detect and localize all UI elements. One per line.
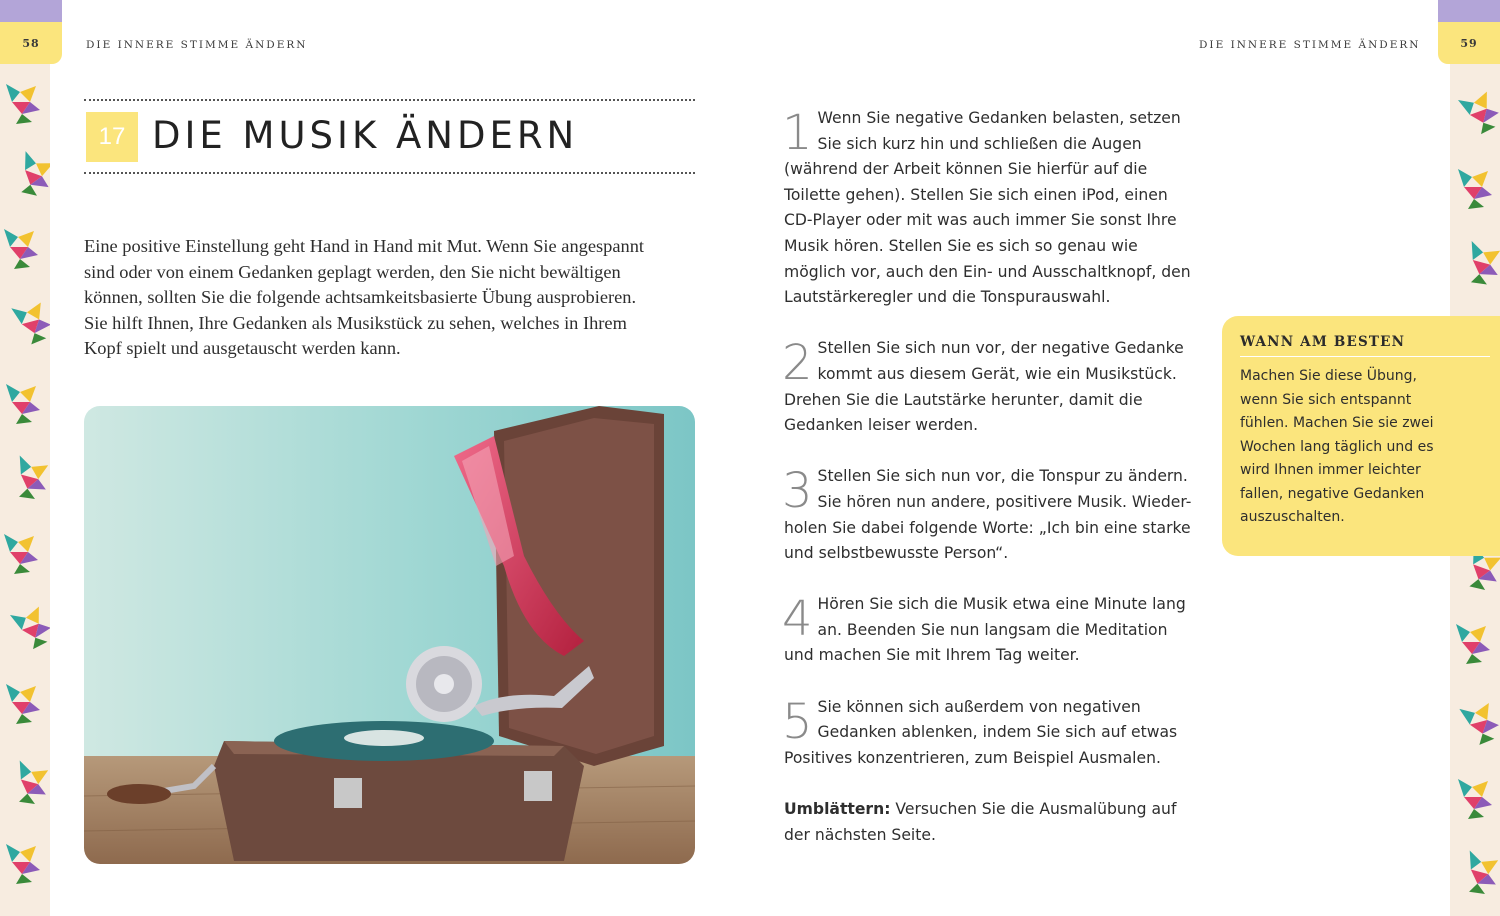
turn-page-label: Umblättern: [784,800,891,819]
page-tab-right [1438,0,1500,64]
intro-paragraph: Eine positive Einstellung geht Hand in Hand mit Mut. Wenn Sie angespannt sind oder von einem Gedanken geplagt werden, den Sie nicht bewältigen können, sollten Sie die folgende achtsamkeitsbasierte Übung ausprobieren. Sie hilft Ihnen, Ihre Gedanken als Musikstück zu sehen, welches in Ihrem Kopf spielt und ausgetauscht werden kann. [84,236,645,359]
gramophone-photo [84,406,695,864]
turn-page-note [784,797,1194,848]
step-item [784,695,1194,772]
bird-pattern-icon [0,64,50,916]
step-item [784,592,1194,669]
title-rule-bottom [84,172,695,174]
step-text: Stellen Sie sich nun vor, die Tonspur zu ändern. Sie hören nun andere, positivere Musik. Wieder-holen Sie dabei folgende Worte: „Ich bin eine starke und selbstbewusste Person“. [784,467,1192,563]
tip-box-text: Machen Sie diese Übung, wenn Sie sich entspannt fühlen. Machen Sie sie zwei Wochen lang täglich und es wird Ihnen immer leichter fallen, negative Gedanken auszuschalten. [1240,368,1434,525]
title-rule-top [84,99,695,101]
page-number-right: 59 [1438,22,1500,64]
step-item [784,464,1194,566]
page-title: DIE MUSIK ÄNDERN [152,114,579,157]
step-text: Wenn Sie negative Gedanken belasten, setzen Sie sich kurz hin und schließen die Augen (während der Arbeit können Sie hierfür auf die Toilette gehen). Stellen Sie sich einen iPod, einen CD-Player oder mit was auch immer Sie sonst Ihre Musik hören. Stellen Sie es sich so genau wie möglich vor, auch den Ein- und Ausschaltknopf, den Lautstärkeregler und die Tonspurauswahl. [784,109,1191,307]
step-item [784,106,1194,311]
turn-page-text: Versuchen Sie die Ausmalübung auf der nächsten Seite. [784,800,1177,844]
steps-list [784,106,1194,848]
step-number: 3 [782,463,813,520]
step-number: 2 [782,335,813,392]
bird-pattern-border-left [0,64,50,916]
running-head-left: DIE INNERE STIMME ÄNDERN [86,39,308,51]
page-number-left: 58 [0,22,62,64]
step-number: 4 [782,591,813,648]
step-text: Sie können sich außerdem von negativen Gedanken ablenken, indem Sie sich auf etwas Positives konzentrieren, zum Beispiel Ausmalen. [784,697,1178,767]
tip-box [1222,316,1500,556]
step-number: 5 [782,693,813,750]
step-text: Stellen Sie sich nun vor, der negative Gedanke kommt aus diesem Gerät, wie ein Musikstück. Drehen Sie die Lautstärke herunter, damit die Gedanken leiser werden. [784,339,1184,435]
exercise-number-badge: 17 [86,112,138,162]
tip-box-heading: WANN AM BESTEN [1240,334,1490,357]
running-head-right: DIE INNERE STIMME ÄNDERN [1199,39,1421,51]
step-text: Hören Sie sich die Musik etwa eine Minute lang an. Beenden Sie nun langsam die Meditation und machen Sie mit Ihrem Tag weiter. [784,595,1186,665]
step-item [784,336,1194,438]
page-tab-left [0,0,62,64]
step-number: 1 [782,105,813,161]
